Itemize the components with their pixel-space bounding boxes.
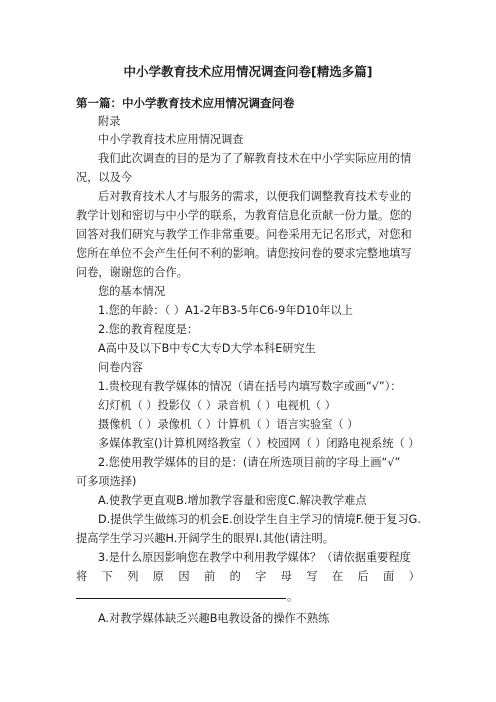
justified-char: 字 bbox=[255, 570, 267, 583]
justified-char: 面 bbox=[383, 570, 395, 583]
justified-char: 写 bbox=[306, 570, 318, 583]
justified-char: 的 bbox=[229, 570, 241, 583]
justified-char: 下 bbox=[101, 570, 113, 583]
justified-char: ） bbox=[408, 570, 420, 583]
paragraph-line: A.对教学媒体缺乏兴趣B电教设备的操作不熟练 bbox=[98, 612, 330, 625]
paragraph-line: 教学计划和密切与中小学的联系，为教育信息化贡献一份力量。您的 bbox=[76, 209, 412, 222]
paragraph-line: D.提供学生做练习的机会E.创设学生自主学习的情境F.便于复习G. bbox=[98, 513, 421, 526]
paragraph-line: 多媒体教室()计算机网络教室（ ）校园网（ ）闭路电视系统（ ） bbox=[98, 437, 420, 450]
justified-char: 将 bbox=[76, 570, 88, 583]
paragraph-line: 回答对我们研究与教学工作非常重要。问卷采用无记名形式，对您和 bbox=[76, 228, 412, 241]
paragraph-line: 况，以及今 bbox=[76, 171, 132, 184]
paragraph-line: A高中及以下B中专C大专D大学本科E研究生 bbox=[98, 342, 316, 355]
paragraph-line: 1.贵校现有教学媒体的情况（请在括号内填写数字或画“√”）： bbox=[98, 380, 402, 393]
justified-line bbox=[76, 568, 420, 586]
justified-char: 原 bbox=[152, 570, 164, 583]
justified-char: 母 bbox=[280, 570, 292, 583]
paragraph-line: 您所在单位不会产生任何不利的影响。请您按问卷的要求完整地填写 bbox=[76, 247, 412, 260]
justified-char: 列 bbox=[127, 570, 139, 583]
paragraph-line: 后对教育技术人才与服务的需求，以便我们调整教育技术专业的 bbox=[98, 190, 412, 203]
paragraph-line: 2.您使用教学媒体的目的是：(请在所选项目前的字母上画“√” bbox=[98, 456, 401, 469]
justified-char: 在 bbox=[331, 570, 344, 583]
paragraph-line: 1.您的年龄：（ ）A1-2年B3-5年C6-9年D10年以上 bbox=[98, 304, 353, 317]
paragraph-line: 附录 bbox=[98, 115, 121, 128]
paragraph-line: 中小学教育技术应用情况调查 bbox=[98, 133, 244, 146]
paragraph-line: A.使教学更直观B.增加教学容量和密度C.解决教学难点 bbox=[98, 494, 367, 507]
paragraph-line: 我们此次调查的目的是为了了解教育技术在中小学实际应用的情 bbox=[98, 152, 412, 165]
paragraph-line: 可多项选择) bbox=[76, 475, 137, 488]
section-title: 第一篇：中小学教育技术应用情况调查问卷 bbox=[76, 96, 295, 110]
blank-period: 。 bbox=[287, 590, 299, 603]
paragraph-line: 2.您的教育程度是： bbox=[98, 323, 199, 336]
paragraph-line: 您的基本情况 bbox=[98, 285, 166, 298]
paragraph-line: 提高学生学习兴趣H.开阔学生的眼界I.其他(请注明。 bbox=[76, 532, 334, 545]
paragraph-line: 3.是什么原因影响您在教学中利用教学媒体？（请依据重要程度 bbox=[98, 551, 411, 564]
justified-char: 前 bbox=[203, 570, 216, 583]
paragraph-line: 幻灯机（ ）投影仪（ ）录音机（ ）电视机（ ） bbox=[98, 399, 336, 412]
paragraph-line: 问卷，谢谢您的合作。 bbox=[76, 266, 188, 279]
justified-char: 因 bbox=[178, 570, 190, 583]
answer-blank-line bbox=[76, 598, 286, 599]
document-title: 中小学教育技术应用情况调查问卷[精选多篇] bbox=[123, 64, 373, 79]
paragraph-line: 摄像机（ ）录像机（ ）计算机（ ）语言实验室（ ） bbox=[98, 418, 359, 431]
paragraph-line: 问卷内容 bbox=[98, 361, 143, 374]
justified-char: 后 bbox=[357, 570, 369, 583]
